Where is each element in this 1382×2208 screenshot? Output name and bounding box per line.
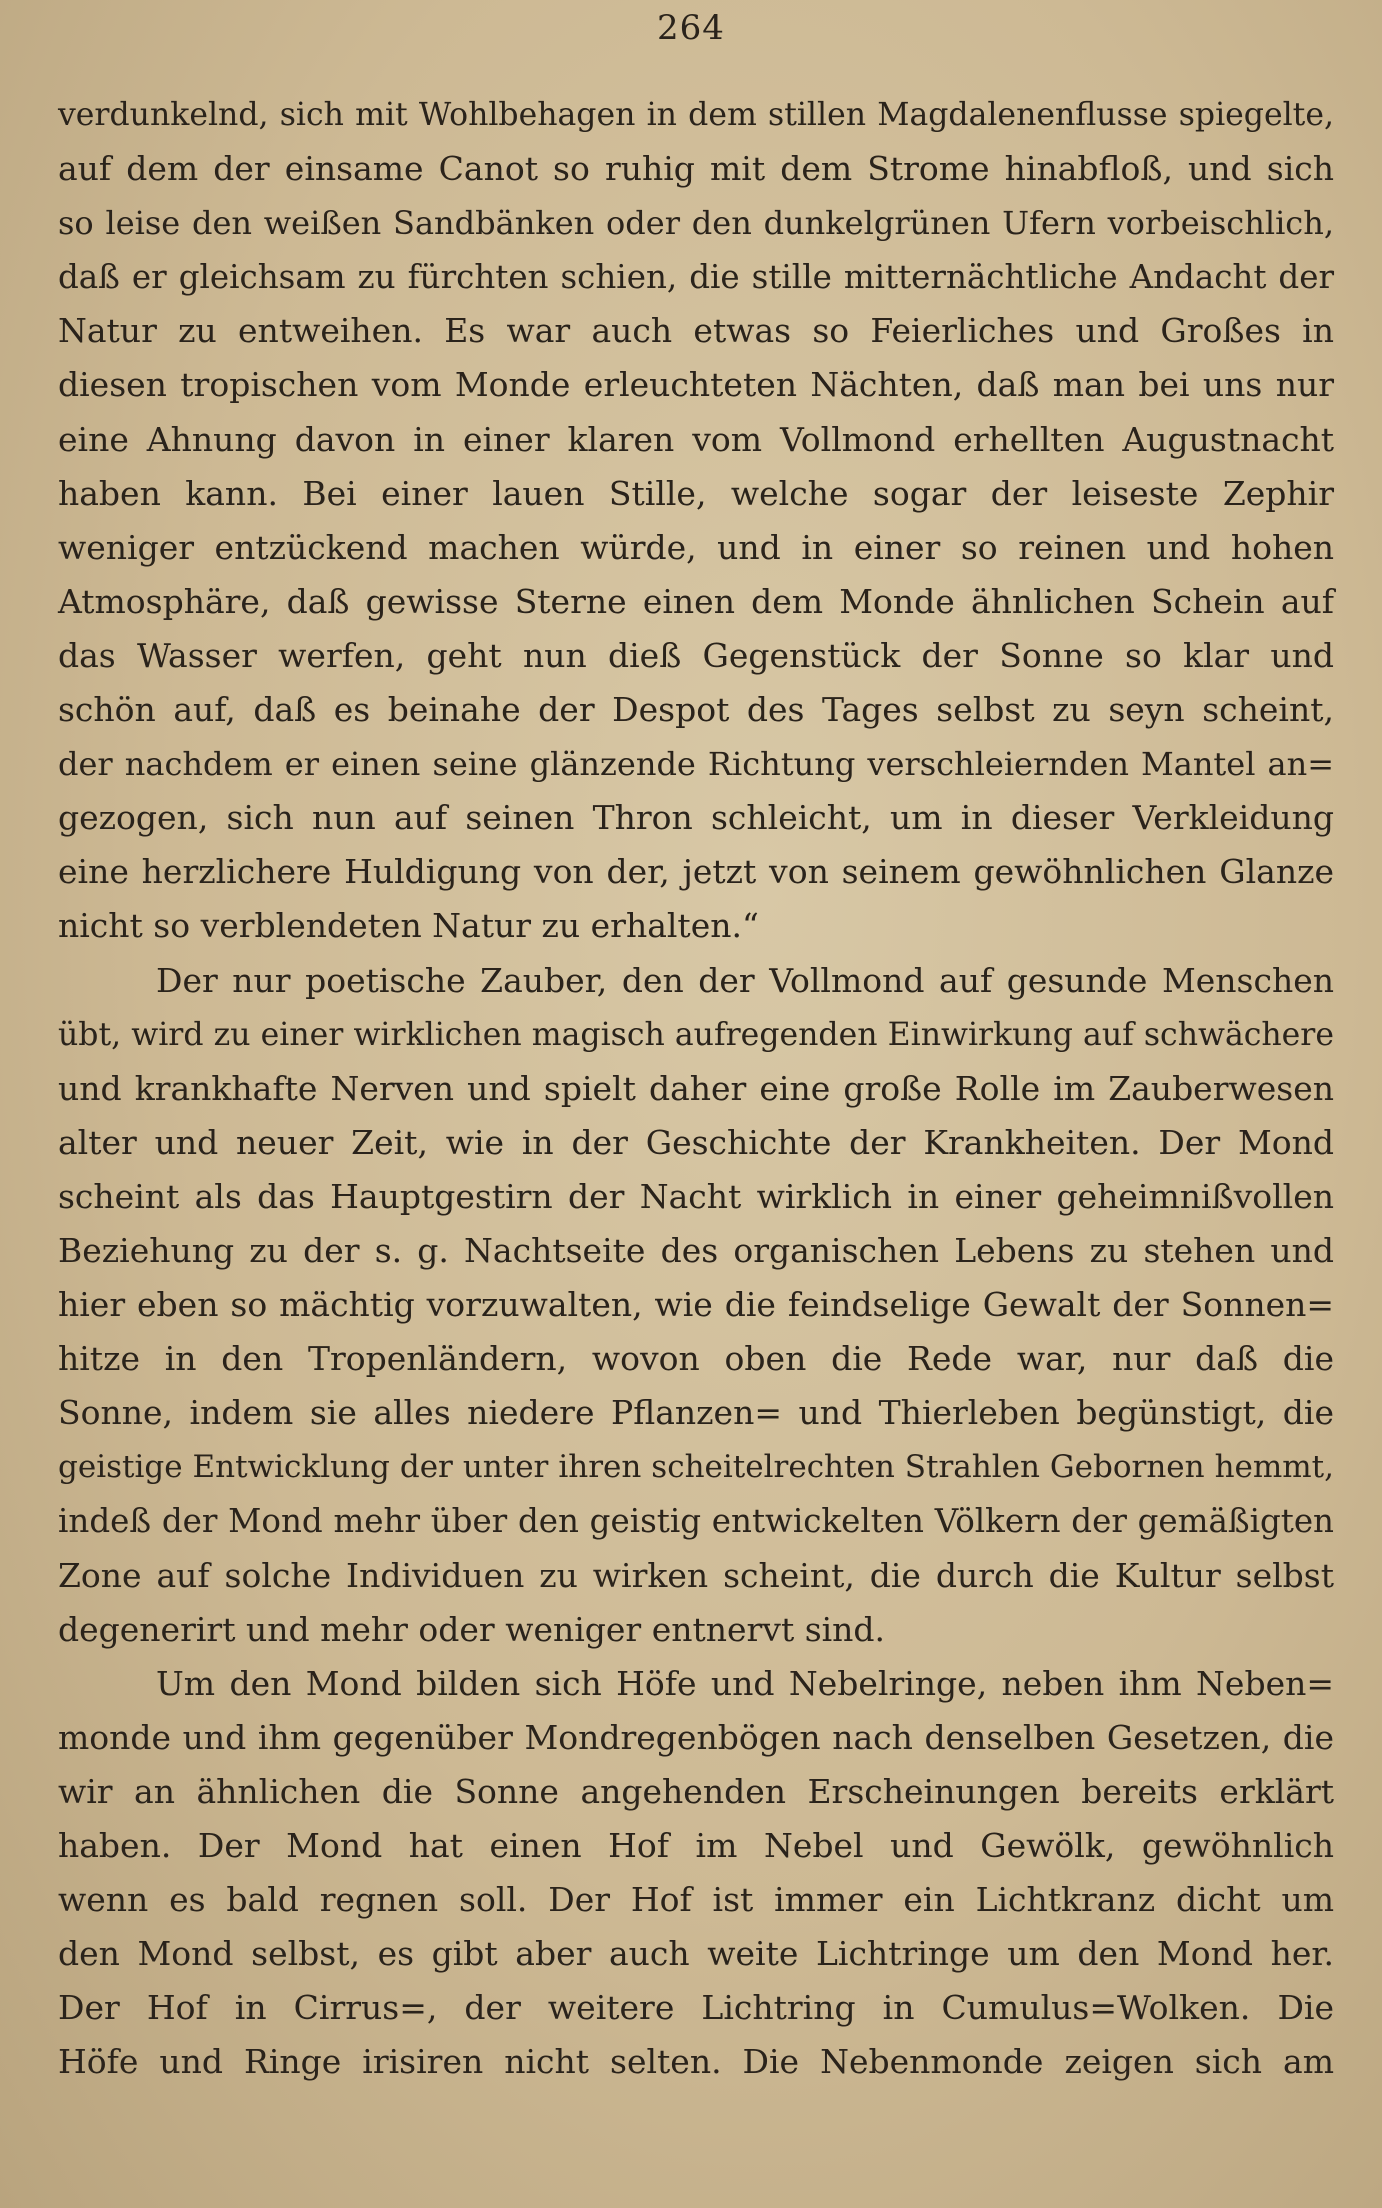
text-line: geistige Entwicklung der unter ihren scheitelrechten Strahlen Gebornen hemmt, [58, 1449, 1334, 1486]
text-line: Atmosphäre, daß gewisse Sterne einen dem Monde ähnlichen Schein auf [58, 581, 1334, 621]
page-number: 264 [657, 8, 725, 48]
text-line: alter und neuer Zeit, wie in der Geschichte der Krankheiten. Der Mond [58, 1122, 1334, 1162]
text-line: degenerirt und mehr oder weniger entnervt sind. [58, 1609, 886, 1649]
text-line: Um den Mond bilden sich Höfe und Nebelringe, neben ihm Neben= [156, 1663, 1334, 1703]
text-line: und krankhafte Nerven und spielt daher eine große Rolle im Zauberwesen [58, 1068, 1334, 1108]
text-line: übt, wird zu einer wirklichen magisch aufregenden Einwirkung auf schwächere [58, 1016, 1334, 1053]
text-line: Sonne, indem sie alles niedere Pflanzen= und Thierleben begünstigt, die [58, 1393, 1334, 1433]
text-line: weniger entzückend machen würde, und in einer so reinen und hohen [58, 527, 1334, 567]
text-line: schön auf, daß es beinahe der Despot des Tages selbst zu seyn scheint, [58, 690, 1334, 730]
text-line: Beziehung zu der s. g. Nachtseite des organischen Lebens zu stehen und [58, 1230, 1334, 1270]
text-line: auf dem der einsame Canot so ruhig mit dem Strome hinabfloß, und sich [58, 149, 1334, 189]
paragraph-3 [58, 1657, 1334, 2090]
text-line: nicht so verblendeten Natur zu erhalten.“ [58, 906, 759, 946]
text-line: haben. Der Mond hat einen Hof im Nebel und Gewölk, gewöhnlich [58, 1826, 1334, 1865]
text-line: Der Hof in Cirrus=, der weitere Lichtring in Cumulus=Wolken. Die [58, 1988, 1334, 2028]
text-line: das Wasser werfen, geht nun dieß Gegenstück der Sonne so klar und [58, 635, 1334, 675]
text-line: hitze in den Tropenländern, wovon oben die Rede war, nur daß die [58, 1339, 1334, 1379]
text-line: den Mond selbst, es gibt aber auch weite Lichtringe um den Mond her. [58, 1934, 1334, 1974]
text-line: wenn es bald regnen soll. Der Hof ist immer ein Lichtkranz dicht um [58, 1880, 1334, 1920]
text-line: monde und ihm gegenüber Mondregenbögen nach denselben Gesetzen, die [58, 1717, 1334, 1757]
text-line: Der nur poetische Zauber, den der Vollmond auf gesunde Menschen [156, 960, 1334, 1000]
text-line: daß er gleichsam zu fürchten schien, die stille mitternächtliche Andacht der [58, 258, 1334, 297]
paragraph-1 [58, 88, 1334, 954]
text-line: diesen tropischen vom Monde erleuchteten Nächten, daß man bei uns nur [58, 365, 1334, 405]
text-line: scheint als das Hauptgestirn der Nacht wirklich in einer geheimnißvollen [58, 1176, 1334, 1216]
text-line: eine herzlichere Huldigung von der, jetzt von seinem gewöhnlichen Glanze [58, 852, 1334, 892]
text-line: haben kann. Bei einer lauen Stille, welche sogar der leiseste Zephir [58, 473, 1334, 513]
text-line: Natur zu entweihen. Es war auch etwas so Feierliches und Großes in [58, 311, 1334, 351]
body-text [58, 88, 1334, 2089]
text-line: hier eben so mächtig vorzuwalten, wie die feindselige Gewalt der Sonnen= [58, 1285, 1334, 1325]
text-line: Zone auf solche Individuen zu wirken scheint, die durch die Kultur selbst [58, 1555, 1334, 1595]
text-line: eine Ahnung davon in einer klaren vom Vollmond erhellten Augustnacht [58, 419, 1334, 459]
text-line: indeß der Mond mehr über den geistig entwickelten Völkern der gemäßigten [58, 1502, 1334, 1541]
paragraph-2 [58, 954, 1334, 1657]
text-line: der nachdem er einen seine glänzende Richtung verschleiernden Mantel an= [58, 745, 1334, 784]
text-line: wir an ähnlichen die Sonne angehenden Erscheinungen bereits erklärt [58, 1771, 1334, 1811]
text-line: Höfe und Ringe irisiren nicht selten. Die Nebenmonde zeigen sich am [58, 2042, 1334, 2082]
text-line: gezogen, sich nun auf seinen Thron schleicht, um in dieser Verkleidung [58, 798, 1334, 838]
text-line: verdunkelnd, sich mit Wohlbehagen in dem stillen Magdalenenflusse spiegelte, [58, 97, 1334, 133]
text-line: so leise den weißen Sandbänken oder den dunkelgrünen Ufern vorbeischlich, [58, 204, 1334, 243]
